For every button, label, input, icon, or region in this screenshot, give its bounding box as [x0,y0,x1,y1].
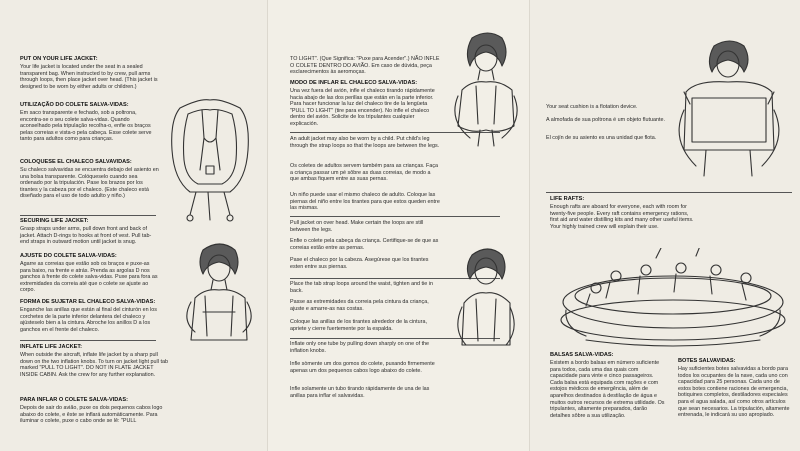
life-raft-illustration [556,248,791,358]
inflate-text: When outside the aircraft, inflate life jacket by a sharp pull down on the two inflation knobs. To turn on jacket light pull tab marked "PULL TO LIGHT". DO NOT IN FLATE JACKET INSIDE CABIN. Ask the crew for any further explanation. [20,352,168,378]
divider [20,340,156,341]
forma-heading: FORMA DE SUJETAR EL CHALECO SALVA-VIDAS: [20,299,156,305]
cushion-text: Your seat cushion is a flotation device. [546,104,638,110]
divider [546,192,792,193]
botes-text: Hay suficientes botes salvavidas a bordo para todos los ocupantes de la nave, cada uno con capacidad para 25 personas. Cada uno de estos botes contiene raciones de emergencia, botiquines completos, destiladores especiales para el agua salada, así como otros artículos que sean necesarios. La tripulación, altamente entrenada, le indicará su uso apropiado. [678,366,790,419]
inflar-text: Depois de sair do avião, puxe os dois pequenos cabos logo abaixo do colete, e êste se inflará automàticamente. Para iluminar o colete, puxe o cabo onde se lê: "PULL [20,405,163,425]
enfie-text: Enfie o colete pela cabeça da criança. Certifique-se de que as correias estão entre as pernas. [290,238,439,251]
divider [290,216,500,217]
securing-heading: SECURING LIFE JACKET: [20,218,89,224]
infle-text: Infle sòmente um dos gomos do colete, puxando firmemente apenas um dos pequenos cabos logo abaixo do colete. [290,361,435,374]
seat-cushion-illustration [666,40,791,180]
life-rafts-text: Enough rafts are aboard for everyone, each with room for twenty-five people. Every raft contains emergency rations, first aid and water distilling kits and many other useful items. Your highly trained crew will explain their use. [550,204,694,230]
nino-text: Un niño puede usar el mismo chaleco de adulto. Coloque las piernas del niño entre los tirantes para que estos queden entre las mismas. [290,192,440,212]
coletes-text: Os coletes de adultos servem também para as crianças. Faça a criança passar um pé sôbre as duas correias, de modo a que ambas fiquem entre as suas pernas. [290,163,439,183]
ajuste-heading: AJUSTE DO COLETE SALVA-VIDAS: [20,253,117,259]
ajuste-text: Agarre as correias que estão sob os braços e puxe-as para baixo, na frente e atrás. Prenda as argolas D nos ganchos à frente do colete salva-vidas. Puxe para fora as extremidades da correia até que o colete se ajuste ao corpo. [20,261,158,294]
panel-left [0,0,268,451]
passe-text: Passe as extremidades da correia pela cintura da criança, ajuste e amarre-as nas costas. [290,299,429,312]
put-on-heading: PUT ON YOUR LIFE JACKET: [20,56,98,62]
botes-heading: BOTES SALVAVIDAS: [678,358,736,364]
place-text: Place the tab strap loops around the waist, tighten and tie in back. [290,281,433,294]
coloque-text: Coloque las anillas de los tirantes alrededor de la cintura, apriete y cierre fuertemente por la espalda. [290,319,427,332]
child-jacket-illustration [448,245,528,355]
inflate-heading: INFLATE LIFE JACKET: [20,344,83,350]
pase-text: Pase el chaleco por la cabeza. Asegúrese que los tirantes esten entre sus piernas. [290,257,429,270]
life-jacket-illustration [160,80,260,230]
panel-right [530,0,800,451]
continued-text: TO LIGHT". (Que Significa: "Puxe para Acender".) NÃO INFLE O COLETE DENTRO DO AVIÃO. Em caso de dúvida, peça esclarecimentos às aeromoças. [290,56,440,76]
utilizacao-text: Em saco transparente e fechado, sob a poltrona, encontra-se o seu colete salva-vidas. Quando aconselhado pela tripulação recolha-o, enfie os braços pelas correias e vista-o pela cabeça. Esse colete serve tanto para adultos como para crianças. [20,110,152,143]
coloquese-heading: COLOQUESE EL CHALECO SALVAVIDAS: [20,159,132,165]
child-text: An adult jacket may also be worn by a child. Put child's leg through the strap loops so that the loops are between the legs. [290,136,440,149]
forma-text: Enganche las anillas que están al final del cinturón en los corchetes de la parte inferior delantera del chaleco y ajústeselo bien a la cintura. Abroche los anillos D a los ganchos en el frente del chaleco. [20,307,157,333]
modo-heading: MODO DE INFLAR EL CHALECO SALVA-VIDAS: [290,80,418,86]
pull-head-text: Pull jacket on over head. Make certain the loops are still between the legs. [290,220,424,233]
securing-text: Grasp straps under arms, pull down front and back of jacket. Attach D-rings to hooks at front of vest. Pull tab-end straps in outward motion until jacket is snug. [20,226,152,246]
modo-text: Una vez fuera del avión, infle el chaleco tirando rápidamente hacia abajo de las dos perillas que están en la parte inferior. Para hacer funcionar la luz del chaleco tire de la lengüeta "PULL TO LIGHT" (tire para encender). No infle el chaleco dentro del avión. Solicite de los tripulantes cualquier explicación. [290,88,435,127]
balsas-text: Existem a bordo balsas em número suficiente para todos, cada uma das quais com capacidade para vinte e cinco passageiros. Cada balsa está equipada com rações e com estojos médicos de emergência, além de aparelhos destinados à destilação de água e muitos outros recursos de extrema utilidade. Os tripulantes, altamente preparados, darão detalhes sôbre a sua utilização. [550,360,665,419]
balsas-heading: BALSAS SALVA-VIDAS: [550,352,614,358]
one-tube-text: Inflate only one tube by pulling down sharply on one of the inflation knobs. [290,341,430,354]
put-on-text: Your life jacket is located under the seat in a sealed transparent bag. When instructed to by crew, pull arms through loops, then place jacket over head. (This jacket is designed to be worn by either adults or children.) [20,64,158,90]
utilizacao-heading: UTILIZAÇÃO DO COLETE SALVA-VIDAS: [20,102,129,108]
coloquese-text: Su chaleco salvavidas se encuentra debajo del asiento en una bolsa transparente. Colóqueselo cuando sea ordenado por la tripulación. Pase los brazos por los tirantes y la cabeza por el chaleco. (Este chaleco está diseñado para el uso de todo adulto y niño.) [20,167,159,200]
almofada-text: A almofada de sua poltrona é um objeto flutuante. [546,117,665,123]
panel-middle [268,0,530,451]
woman-securing-jacket-illustration [175,240,265,350]
cojin-text: El cojín de su asiento es una unidad que flota. [546,135,657,141]
divider [20,215,156,216]
woman-inflating-illustration [440,30,530,150]
infle-es-text: Infle solamente un tubo tirando rápidamente de una de las anillas para inflar el salvavidas. [290,386,430,399]
inflar-heading: PARA INFLAR O COLETE SALVA-VIDAS: [20,397,128,403]
life-rafts-heading: LIFE RAFTS: [550,196,585,202]
